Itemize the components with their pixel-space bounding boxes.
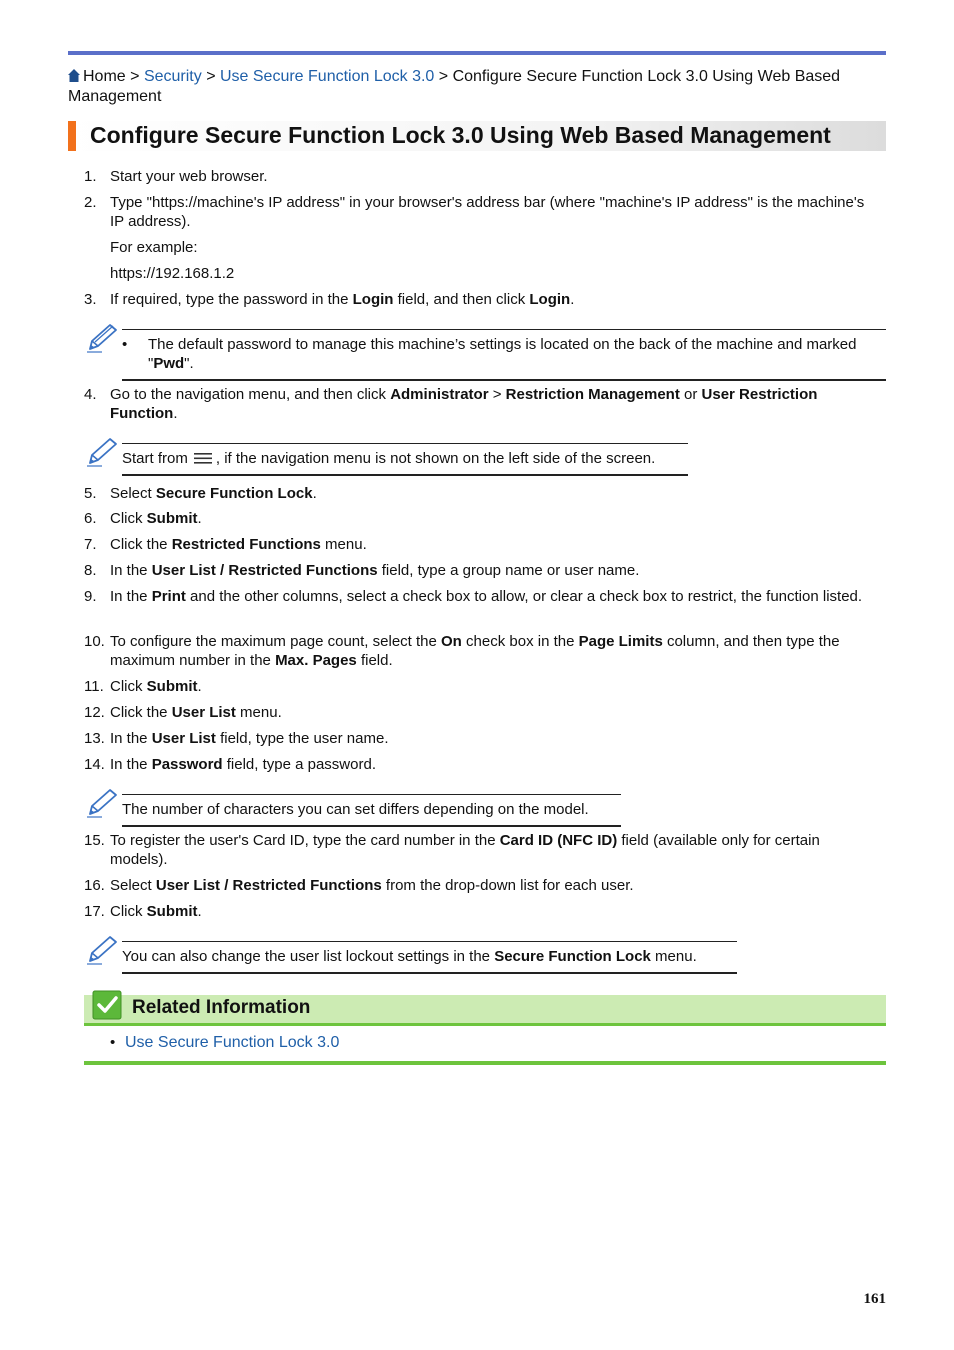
breadcrumb-separator: > [130, 68, 140, 85]
note-text: The default password to manage this machine’s settings is located on the back of the machine and marked "Pwd". [148, 336, 857, 372]
related-information-header [84, 995, 886, 1026]
header-rule [68, 51, 886, 55]
page-title-bar [68, 121, 886, 151]
step-number: 17. [84, 903, 105, 920]
step-text: Type "https://machine's IP address" in your browser's address bar (where "machine's IP address" is the machine's IP address). [110, 194, 865, 230]
note-characters [122, 794, 621, 827]
step-number: 4. [84, 386, 97, 403]
step-number: 7. [84, 536, 97, 553]
step-number: 16. [84, 877, 105, 894]
note-lockout-settings [122, 941, 737, 974]
step-text: Click Submit. [110, 903, 202, 920]
related-link-use-sfl[interactable]: Use Secure Function Lock 3.0 [125, 1034, 340, 1051]
step-number: 14. [84, 756, 105, 773]
hamburger-menu-icon [194, 452, 212, 464]
step-text: Select User List / Restricted Functions from the drop-down list for each user. [110, 877, 634, 894]
step-number: 1. [84, 168, 97, 185]
pencil-note-icon [86, 788, 120, 818]
related-bullet: • [110, 1034, 116, 1051]
step-text: In the Print and the other columns, select a check box to allow, or clear a check box to restrict, the function listed. [110, 588, 863, 605]
step-text: To configure the maximum page count, select the On check box in the Page Limits column, and then type the maximum number in the Max. Pages field. [110, 633, 840, 669]
step-number: 9. [84, 588, 97, 605]
pencil-note-icon [86, 437, 120, 467]
step-number: 15. [84, 832, 105, 849]
step-text: Go to the navigation menu, and then click Administrator > Restriction Management or User Restriction Function. [110, 386, 818, 422]
checkmark-icon [92, 990, 122, 1020]
step-number: 6. [84, 510, 97, 527]
step-number: 5. [84, 485, 97, 502]
step-text: Start your web browser. [110, 168, 268, 185]
step-number: 2. [84, 194, 97, 211]
breadcrumb-home[interactable]: Home [83, 68, 126, 85]
step-text: Click the Restricted Functions menu. [110, 536, 367, 553]
related-information-title: Related Information [132, 997, 311, 1018]
breadcrumb-use-sfl-link[interactable]: Use Secure Function Lock 3.0 [219, 68, 435, 85]
pencil-note-icon [86, 935, 120, 965]
title-accent [68, 121, 76, 151]
page-number: 161 [863, 1291, 886, 1307]
step-text: To register the user's Card ID, type the card number in the Card ID (NFC ID) field (available only for certain models). [110, 832, 820, 868]
note-text-end: , if the navigation menu is not shown on the left side of the screen. [215, 450, 656, 467]
step-number: 11. [84, 678, 104, 695]
step-text: Click Submit. [110, 510, 202, 527]
pencil-note-icon [86, 323, 120, 353]
related-bottom-rule [84, 1061, 886, 1065]
note-text-start: Start from [122, 450, 188, 467]
step-text: In the User List / Restricted Functions field, type a group name or user name. [110, 562, 640, 579]
breadcrumb-current: Configure Secure Function Lock 3.0 Using Web Based Management [68, 68, 841, 105]
step-number: 10. [84, 633, 105, 650]
breadcrumb-separator: > [438, 68, 449, 85]
step-text: Click the User List menu. [110, 704, 282, 721]
breadcrumb [68, 67, 888, 107]
note-default-password [122, 329, 886, 381]
example-value: https://192.168.1.2 [110, 265, 235, 282]
step-text: In the Password field, type a password. [110, 756, 376, 773]
step-text: Click Submit. [110, 678, 202, 695]
example-label: For example: [110, 239, 198, 256]
step-text: Select Secure Function Lock. [110, 485, 317, 502]
note-bullet: • [122, 336, 128, 353]
step-text: In the User List field, type the user name. [110, 730, 389, 747]
related-item [125, 1033, 339, 1052]
note-text: You can also change the user list lockout settings in the Secure Function Lock menu. [122, 948, 697, 965]
home-icon[interactable] [68, 69, 80, 82]
step-number: 8. [84, 562, 97, 579]
step-text: If required, type the password in the Login field, and then click Login. [110, 291, 575, 308]
step-number: 12. [84, 704, 105, 721]
breadcrumb-separator: > [206, 68, 216, 85]
breadcrumb-security-link[interactable]: Security [143, 68, 202, 85]
step-number: 13. [84, 730, 105, 747]
step-number: 3. [84, 291, 97, 308]
page-title: Configure Secure Function Lock 3.0 Using Web Based Management [90, 122, 831, 148]
note-text: The number of characters you can set differs depending on the model. [122, 801, 589, 818]
note-navigation-menu [122, 443, 688, 476]
